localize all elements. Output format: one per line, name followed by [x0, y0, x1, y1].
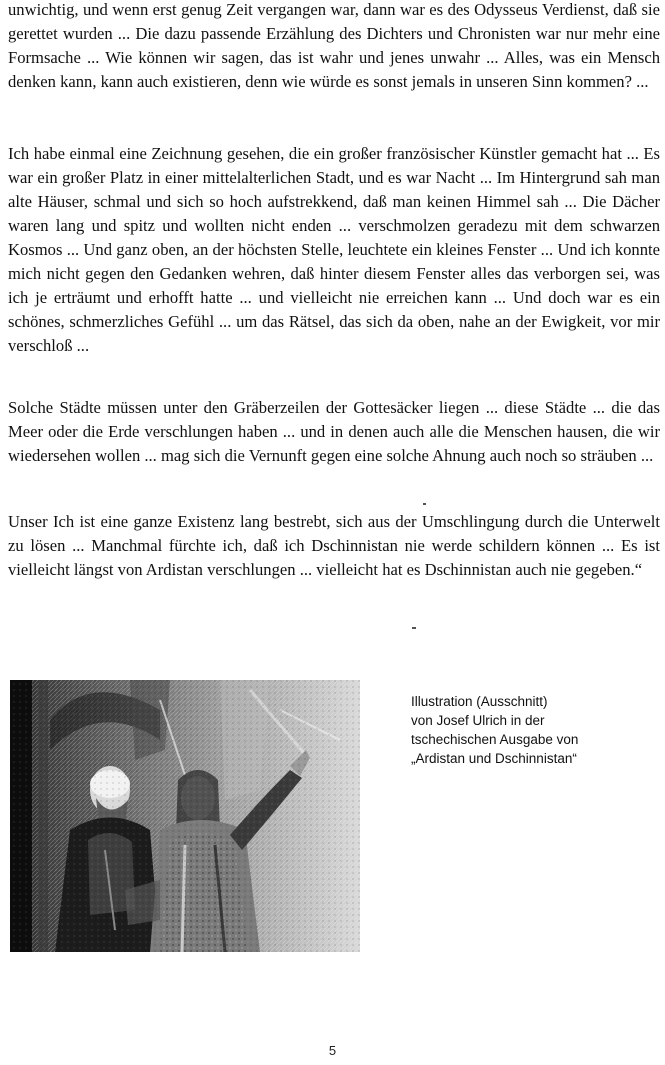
scan-speck — [423, 503, 426, 505]
body-paragraph-4: Unser Ich ist eine ganze Existenz lang bestrebt, sich aus der Umschlingung durch die Unterwelt zu lösen ... Manchmal fürchte ich, daß ich Dschinnistan nie werde schildern können ... Es ist vielleicht längst von Ardistan verschlungen ... vielleicht hat es Dschinnistan auch nie gegeben.“ — [8, 512, 660, 579]
caption-line: „Ardistan und Dschinnistan“ — [411, 751, 577, 766]
illustration-image — [10, 680, 360, 952]
body-paragraph-3: Solche Städte müssen unter den Gräberzeilen der Gottesäcker liegen ... diese Städte ... die das Meer oder die Erde verschlungen haben ... und in denen auch alle die Menschen hausen, die wir wiedersehen wollen ... mag sich die Vernunft gegen eine solche Ahnung auch noch so sträuben ... — [8, 398, 660, 465]
caption-line: Illustration (Ausschnitt) — [411, 694, 548, 709]
body-paragraph-2: Ich habe einmal eine Zeichnung gesehen, die ein großer französischer Künstler gemacht hat ... Es war ein großer Platz in einer mittelalterlichen Stadt, und es war Nacht ... Im Hintergrund sah man alte Häuser, schmal und sich so hoch aufstrekkend, daß man keinen Himmel sah ... Die Dächer waren lang und spitz und wollten nicht enden ... verschmolzen geradezu mit dem schwarzen Kosmos ... Und ganz oben, an der höchsten Stelle, leuchtete ein kleines Fenster ... Und ich konnte mich nicht gegen den Gedanken wehren, daß hinter diesem Fenster alles das verborgen sei, was ich je erträumt und erhofft hatte ... und vielleicht nie erreichen kann ... Und doch war es ein schönes, schmerzliches Gefühl ... um das Rätsel, das sich da oben, nahe an der Ewigkeit, vor mir verschloß ... — [8, 144, 660, 355]
caption-line: tschechischen Ausgabe von — [411, 732, 579, 747]
illustration-caption — [411, 692, 651, 768]
caption-line: von Josef Ulrich in der — [411, 713, 545, 728]
scan-speck — [412, 627, 416, 629]
page-number: 5 — [328, 1043, 337, 1058]
body-paragraph-1: unwichtig, und wenn erst genug Zeit vergangen war, dann war es des Odysseus Verdienst, daß sie gerettet wurden ... Die dazu passende Erzählung des Dichters und Chronisten war nur mehr eine Formsache ... Wie können wir sagen, das ist wahr und jenes unwahr ... Alles, was ein Mensch denken kann, kann auch existieren, denn wie würde es sonst jemals in unseren Sinn kommen? ... — [8, 0, 660, 91]
